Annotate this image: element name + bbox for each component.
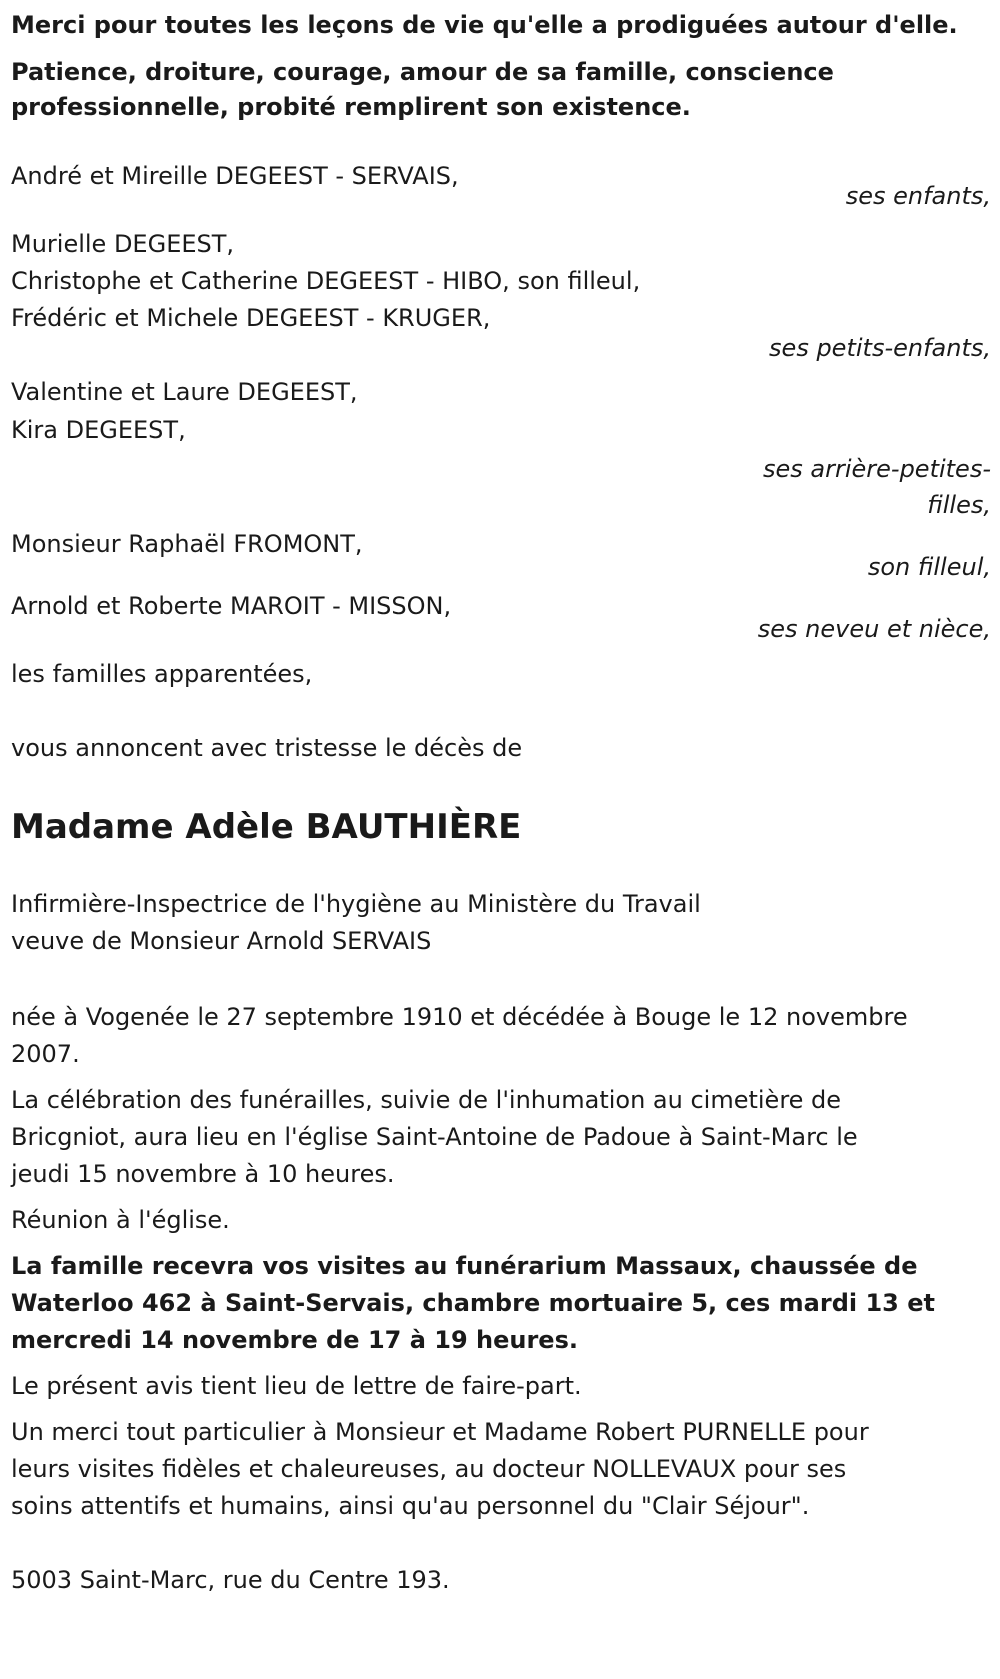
intro-line-1: Merci pour toutes les leçons de vie qu'elle a prodiguées autour d'elle. [11, 11, 958, 39]
families-related: les familles apparentées, [11, 660, 313, 688]
deceased-name: Madame Adèle BAUTHIÈRE [11, 807, 522, 847]
family-group-grandchildren [11, 226, 991, 368]
thanks-block [11, 1414, 991, 1525]
family-group-great-grandchildren [11, 373, 991, 523]
widow-line: veuve de Monsieur Arnold SERVAIS [11, 927, 432, 955]
visits-line: Waterloo 462 à Saint-Servais, chambre mortuaire 5, ces mardi 13 et [11, 1289, 935, 1317]
birth-death-line: 2007. [11, 1040, 80, 1068]
family-name: André et Mireille DEGEEST - SERVAIS, [11, 162, 459, 190]
birth-death-block [11, 999, 991, 1073]
family-group-nephew-niece [11, 587, 991, 649]
relation-label: filles, [927, 491, 991, 519]
thanks-line: soins attentifs et humains, ainsi qu'au personnel du "Clair Séjour". [11, 1492, 810, 1520]
visits-line: mercredi 14 novembre de 17 à 19 heures. [11, 1326, 578, 1354]
profession-block [11, 886, 991, 960]
family-group-children [11, 157, 991, 216]
intro-line-2a: Patience, droiture, courage, amour de sa famille, conscience [11, 58, 834, 86]
family-name: Valentine et Laure DEGEEST, [11, 378, 358, 406]
relation-label: ses neveu et nièce, [757, 615, 991, 643]
notice-line: Le présent avis tient lieu de lettre de faire-part. [11, 1372, 582, 1400]
announcement: vous annoncent avec tristesse le décès de [11, 734, 523, 762]
relation-label: ses petits-enfants, [769, 334, 991, 362]
family-name: Frédéric et Michele DEGEEST - KRUGER, [11, 304, 491, 332]
family-name: Arnold et Roberte MAROIT - MISSON, [11, 592, 452, 620]
family-name: Monsieur Raphaël FROMONT, [11, 530, 363, 558]
relation-label: ses enfants, [845, 182, 991, 210]
family-group-godson [11, 525, 991, 587]
ceremony-line: jeudi 15 novembre à 10 heures. [11, 1160, 395, 1188]
obituary-notice [11, 6, 991, 1599]
thanks-line: leurs visites fidèles et chaleureuses, au docteur NOLLEVAUX pour ses [11, 1455, 847, 1483]
visits-block [11, 1248, 991, 1359]
meeting-line: Réunion à l'église. [11, 1206, 230, 1234]
intro-line-2b: professionnelle, probité remplirent son existence. [11, 93, 691, 121]
birth-death-line: née à Vogenée le 27 septembre 1910 et décédée à Bouge le 12 novembre [11, 1003, 908, 1031]
relation-label: ses arrière-petites- [763, 455, 991, 483]
address-line: 5003 Saint-Marc, rue du Centre 193. [11, 1566, 450, 1594]
ceremony-line: Bricgniot, aura lieu en l'église Saint-Antoine de Padoue à Saint-Marc le [11, 1123, 858, 1151]
profession-line: Infirmière-Inspectrice de l'hygiène au Ministère du Travail [11, 890, 701, 918]
family-name: Christophe et Catherine DEGEEST - HIBO, son filleul, [11, 267, 641, 295]
family-name: Murielle DEGEEST, [11, 230, 235, 258]
ceremony-line: La célébration des funérailles, suivie de l'inhumation au cimetière de [11, 1086, 842, 1114]
family-name: Kira DEGEEST, [11, 416, 186, 444]
thanks-line: Un merci tout particulier à Monsieur et Madame Robert PURNELLE pour [11, 1418, 869, 1446]
relation-label: son filleul, [867, 553, 991, 581]
ceremony-block [11, 1082, 991, 1193]
visits-line: La famille recevra vos visites au funérarium Massaux, chaussée de [11, 1252, 918, 1280]
